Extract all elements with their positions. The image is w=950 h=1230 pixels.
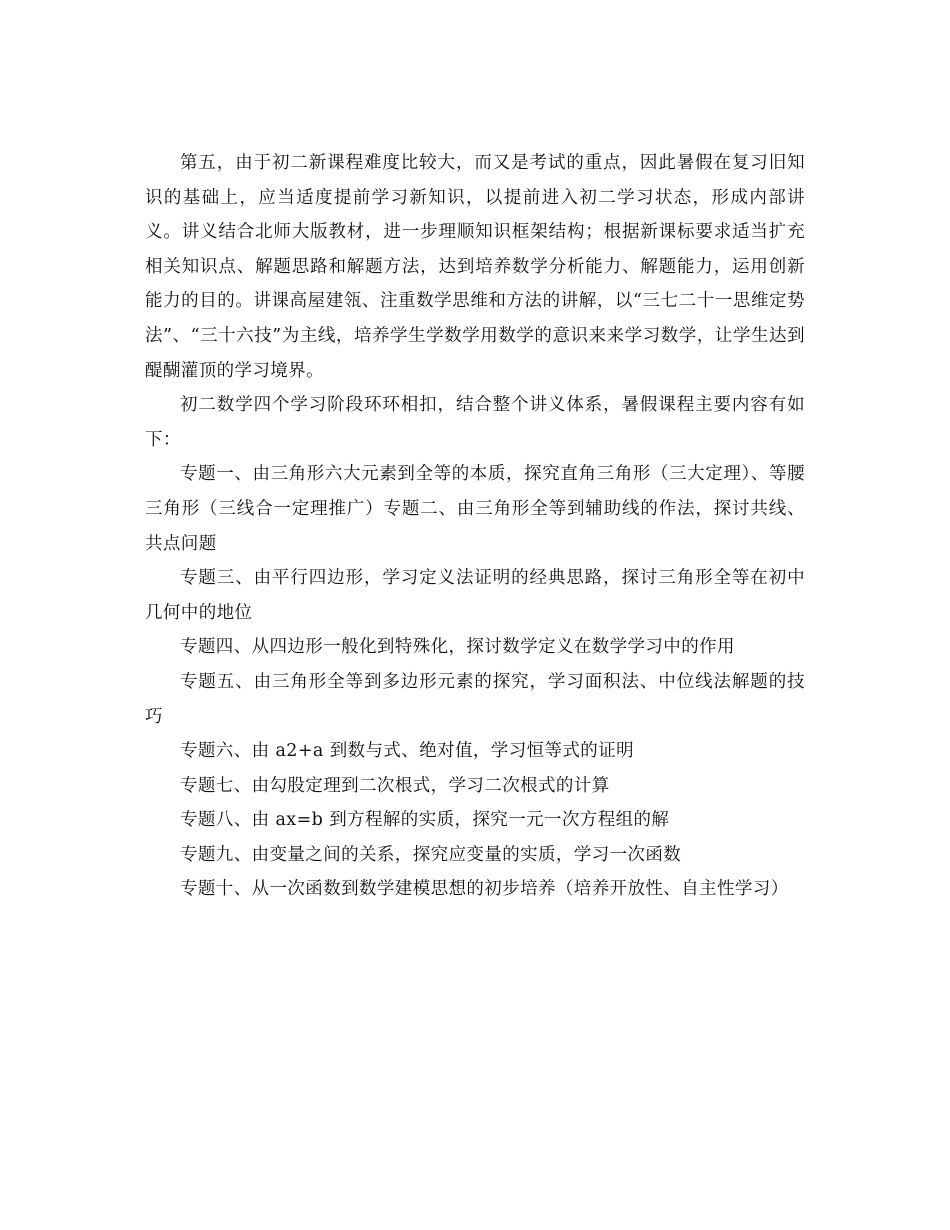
- paragraph-intro-fifth: 第五，由于初二新课程难度比较大，而又是考试的重点，因此暑假在复习旧知识的基础上，应当适度提前学习新知识，以提前进入初二学习状态，形成内部讲义。讲义结合北师大版教材，进一步理顺知识框架结构；根据新课标要求适当扩充相关知识点、解题思路和解题方法，达到培养数学分析能力、解题能力，运用创新能力的目的。讲课高屋建瓴、注重数学思维和方法的讲解，以“三七二十一思维定势法”、“三十六技”为主线，培养学生学数学用数学的意识来来学习数学，让学生达到醍醐灌顶的学习境界。: [145, 153, 805, 381]
- paragraph-course-overview: 初二数学四个学习阶段环环相扣，结合整个讲义体系，暑假课程主要内容有如下：: [145, 395, 805, 450]
- paragraph-topic-7: 专题七、由勾股定理到二次根式，学习二次根式的计算: [180, 775, 610, 796]
- paragraph-topic-4: 专题四、从四边形一般化到特殊化，探讨数学定义在数学学习中的作用: [180, 637, 735, 658]
- paragraph-topic-8: 专题八、由 ax=b 到方程解的实质，探究一元一次方程组的解: [180, 810, 670, 831]
- paragraph-topic-3: 专题三、由平行四边形，学习定义法证明的经典思路，探讨三角形全等在初中几何中的地位: [145, 568, 805, 623]
- paragraph-topic-9: 专题九、由变量之间的关系，探究应变量的实质，学习一次函数: [180, 844, 682, 865]
- paragraph-topic-1-2: 专题一、由三角形六大元素到全等的本质，探究直角三角形（三大定理）、等腰三角形（三线合一定理推广）专题二、由三角形全等到辅助线的作法，探讨共线、共点问题: [145, 464, 805, 554]
- document-body: [145, 146, 805, 907]
- paragraph-topic-5: 专题五、由三角形全等到多边形元素的探究，学习面积法、中位线法解题的技巧: [145, 671, 805, 727]
- paragraph-topic-6: 专题六、由 a2+a 到数与式、绝对值，学习恒等式的证明: [180, 741, 634, 762]
- paragraph-topic-10: 专题十、从一次函数到数学建模思想的初步培养（培养开放性、自主性学习）: [180, 879, 789, 900]
